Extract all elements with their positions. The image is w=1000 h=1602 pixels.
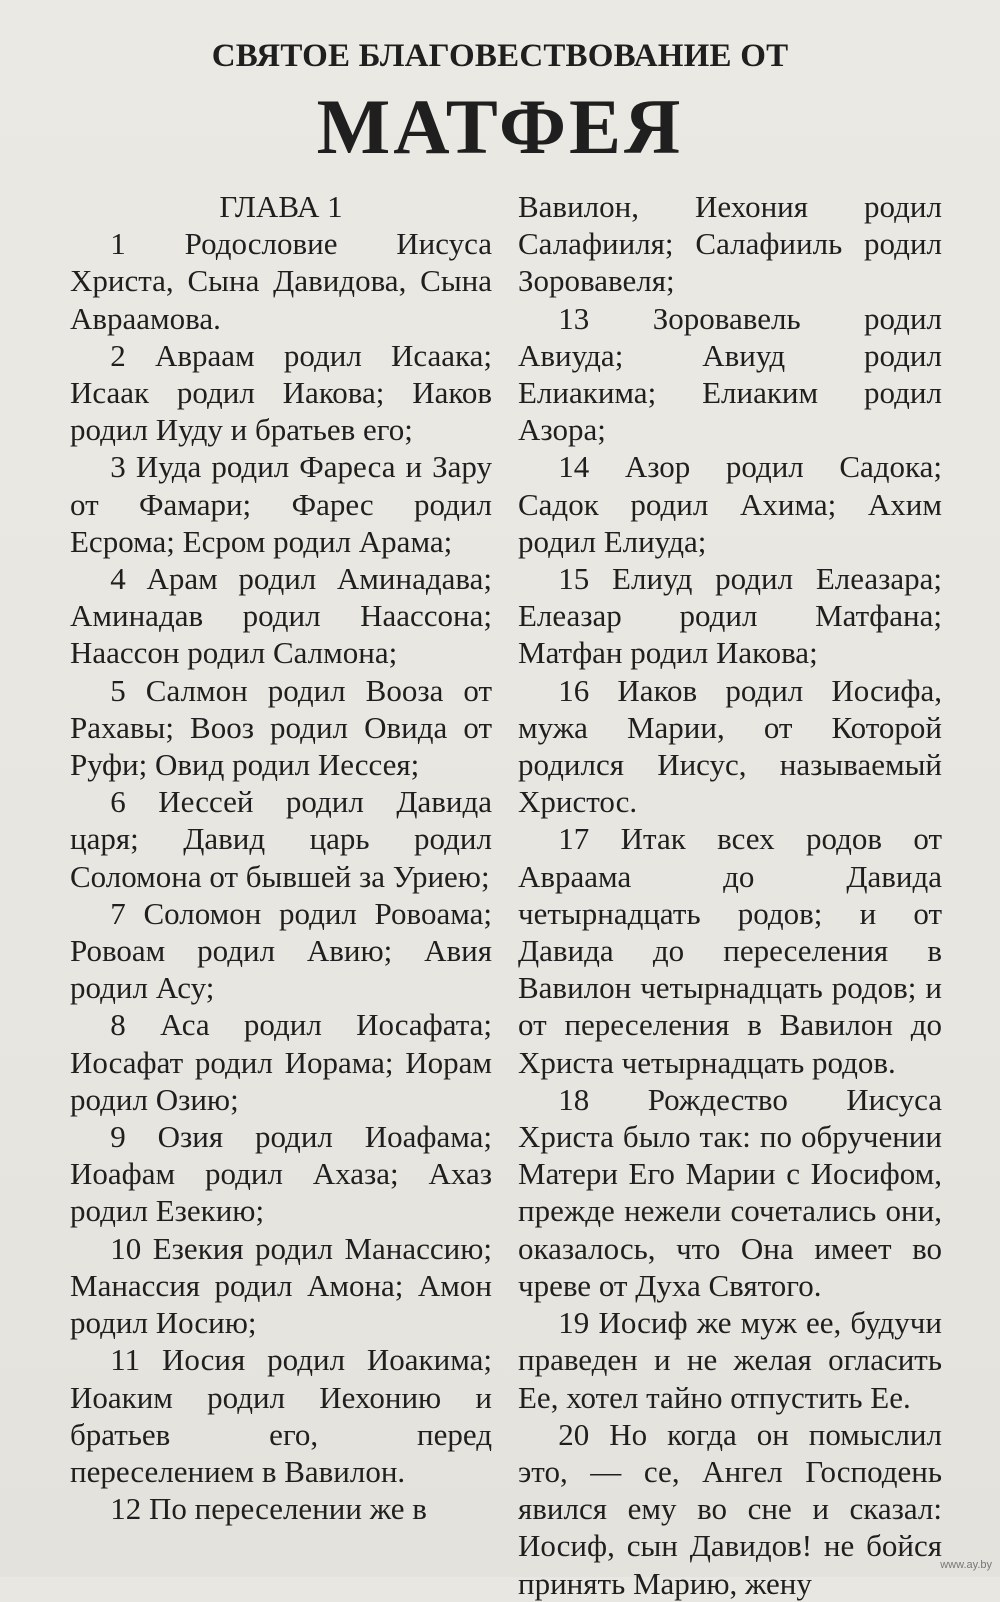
verse-14: 14 Азор родил Садока; Садок родил Ахима; Ахим родил Елиуда; (518, 449, 942, 559)
left-column (70, 188, 492, 1527)
verse-3: 3 Иуда родил Фареса и Зару от Фамари; Фарес родил Есрома; Есром родил Арама; (70, 449, 492, 559)
verse-17: 17 Итак всех родов от Авраама до Давида четырнадцать родов; и от Давида до переселения в Вавилон четырнадцать родов; и от переселения в Вавилон до Христа четырнадцать родов. (518, 821, 942, 1080)
verse-13: 13 Зоровавель родил Авиуда; Авиуд родил Елиакима; Елиаким родил Азора; (518, 300, 942, 448)
right-column (518, 188, 942, 1602)
verse-16: 16 Иаков родил Иосифа, мужа Марии, от Которой родился Иисус, называемый Христос. (518, 672, 942, 820)
verse-12-cont: Вавилон, Иехония родил Салафииля; Салафииль родил Зоровавеля; (518, 189, 942, 299)
verse-4: 4 Арам родил Аминадава; Аминадав родил Наассона; Наассон родил Салмона; (70, 561, 492, 671)
verse-10: 10 Езекия родил Манассию; Манассия родил Амона; Амон родил Иосию; (70, 1230, 492, 1341)
book-title: МАТФЕЯ (316, 83, 684, 170)
chapter-heading: ГЛАВА 1 (219, 189, 343, 224)
verse-2: 2 Авраам родил Исаака; Исаак родил Иакова; Иаков родил Иуду и братьев его; (70, 337, 492, 448)
verse-15: 15 Елиуд родил Елеазара; Елеазар родил Матфана; Матфан родил Иакова; (518, 561, 942, 671)
verse-11: 11 Иосия родил Иоакима; Иоаким родил Иехонию и братьев его, перед переселением в Вавилон. (70, 1342, 492, 1489)
verse-12-start: 12 По переселении же в (110, 1491, 427, 1527)
verse-8: 8 Аса родил Иосафата; Иосафат родил Иорама; Иорам родил Озию; (70, 1007, 492, 1117)
verse-20: 20 Но когда он помыслил это, — се, Ангел Господень явился ему во сне и сказал: Иосиф, сын Давидов! не бойся принять Марию, жену (518, 1416, 942, 1601)
verse-1: 1 Родословие Иисуса Христа, Сына Давидова, Сына Авраамова. (70, 226, 492, 336)
gospel-header: СВЯТОЕ БЛАГОВЕСТВОВАНИЕ ОТ (211, 38, 789, 74)
verse-7: 7 Соломон родил Ровоама; Ровоам родил Авию; Авия родил Асу; (70, 895, 492, 1006)
verse-18: 18 Рождество Иисуса Христа было так: по обручении Матери Его Марии с Иосифом, прежде нежели сочетались они, оказалось, что Она имеет во чреве от Духа Святого. (518, 1081, 942, 1303)
verse-5: 5 Салмон родил Вооза от Рахавы; Вооз родил Овида от Руфи; Овид родил Иессея; (70, 672, 492, 783)
verse-19: 19 Иосиф же муж ее, будучи праведен и не желая огласить Ее, хотел тайно отпустить Ее. (518, 1305, 942, 1415)
site-watermark: www.ay.by (940, 1559, 992, 1571)
verse-6: 6 Иессей родил Давида царя; Давид царь родил Соломона от бывшей за Уриею; (70, 784, 492, 894)
verse-9: 9 Озия родил Иоафама; Иоафам родил Ахаза; Ахаз родил Езекию; (70, 1119, 492, 1229)
